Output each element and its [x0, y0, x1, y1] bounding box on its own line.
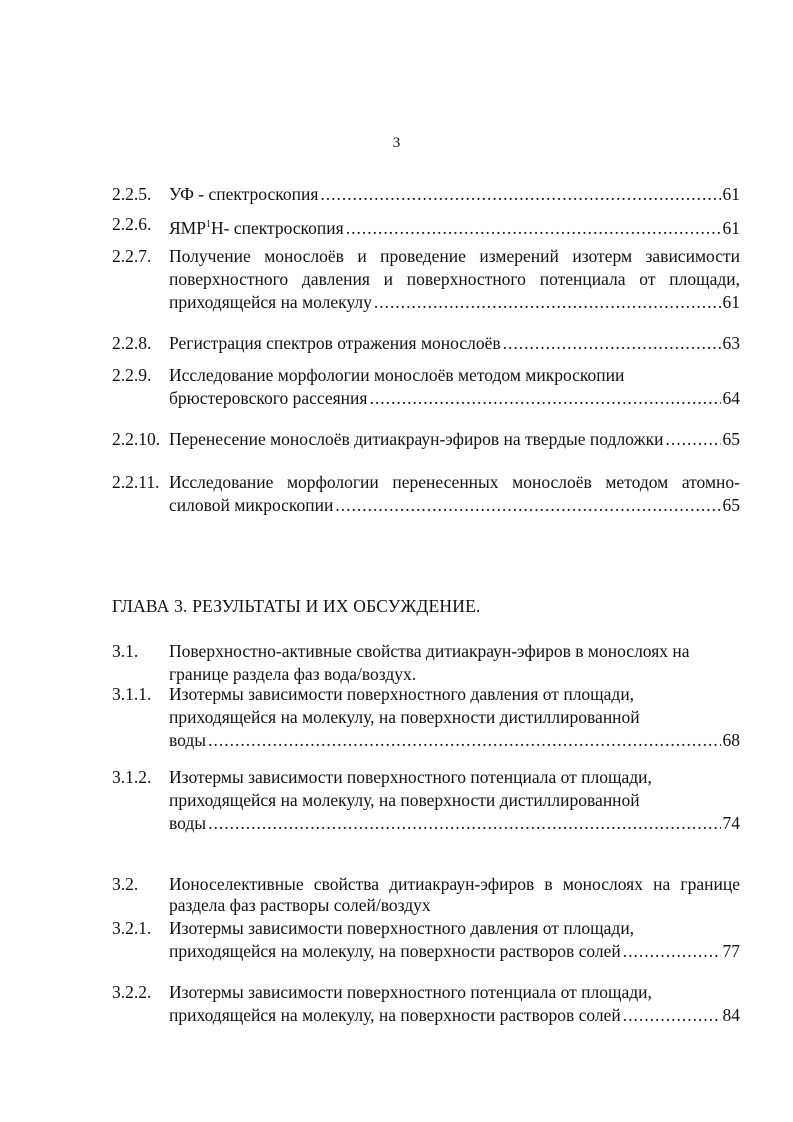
toc-entry-number: 2.2.5.: [112, 184, 152, 204]
toc-entry-2-2-8[interactable]: [112, 332, 740, 355]
toc-entry-title: Перенесение монослоёв дитиакраун-эфиров на твердые подложки: [169, 429, 664, 449]
dot-leader: [374, 291, 721, 314]
toc-entry-title-line: приходящейся на молекулу, на поверхности дистиллированной: [169, 790, 640, 810]
toc-entry-title-line: поверхностного давления и поверхностного потенциала от площади,: [169, 269, 740, 289]
toc-entry-title: воды: [169, 730, 207, 750]
toc-entry-2-2-5[interactable]: [112, 183, 740, 206]
toc-entry-number: 3.1.1.: [112, 684, 152, 704]
toc-entry-page: 61: [722, 292, 740, 312]
toc-entry-title-line: Получение монослоёв и проведение измерений изотерм зависимости: [169, 246, 740, 266]
toc-entry-page: 84: [722, 1005, 740, 1025]
toc-entry-title: воды: [169, 813, 207, 833]
toc-entry-2-2-11[interactable]: [112, 471, 740, 517]
toc-entry-title-line: Исследование морфологии монослоёв методом микроскопии: [169, 365, 625, 385]
toc-entry-3-2-continued: [112, 894, 740, 917]
toc-entry-page: 74: [722, 813, 740, 833]
toc-entry-title: силовой микроскопии: [169, 495, 334, 515]
toc-entry-title: приходящейся на молекулу, на поверхности растворов солей: [169, 1005, 621, 1025]
toc-entry-number: 2.2.11.: [112, 472, 160, 492]
toc-entry-title-line: Ионоселективные свойства дитиакраун-эфиров в монослоях на границе: [169, 874, 740, 894]
toc-entry-title-line: Исследование морфологии перенесенных монослоёв методом атомно-: [169, 472, 740, 492]
toc-entry-number: 2.2.6.: [112, 214, 152, 234]
toc-entry-title: приходящейся на молекулу, на поверхности растворов солей: [169, 941, 621, 961]
toc-entry-page: 64: [722, 388, 740, 408]
dot-leader: [208, 812, 720, 835]
toc-entry-3-1[interactable]: [112, 640, 740, 686]
toc-entry-number: 2.2.7.: [112, 246, 152, 266]
toc-entry-number: 3.1.: [112, 641, 139, 661]
toc-entry-title-line: приходящейся на молекулу, на поверхности дистиллированной: [169, 707, 640, 727]
toc-entry-page: 65: [722, 495, 740, 515]
toc-entry-title: брюстеровского рассеяния: [169, 388, 368, 408]
toc-entry-page: 63: [722, 333, 740, 353]
toc-entry-title-line: Изотермы зависимости поверхностного потенциала от площади,: [169, 982, 652, 1002]
toc-entry-3-1-2[interactable]: [112, 766, 740, 835]
toc-entry-title: Регистрация спектров отражения монослоёв: [169, 333, 501, 353]
toc-entry-number: 2.2.9.: [112, 365, 152, 385]
dot-leader: [623, 940, 721, 963]
toc-entry-title: ЯМР$^1$Н- спектроскопия: [169, 217, 344, 238]
toc-entry-title-line: границе раздела фаз вода/воздух.: [169, 664, 417, 684]
toc-entry-number: 3.1.2.: [112, 767, 152, 787]
toc-entry-3-2[interactable]: [112, 873, 740, 896]
toc-entry-2-2-6[interactable]: [112, 213, 740, 240]
dot-leader: [665, 428, 720, 451]
toc-entry-page: 77: [722, 941, 740, 961]
toc-entry-number: 3.2.: [112, 874, 139, 894]
toc-entry-title: приходящейся на молекулу: [169, 292, 372, 312]
toc-entry-page: 65: [722, 429, 740, 449]
toc-entry-2-2-10[interactable]: [112, 428, 740, 451]
dot-leader: [346, 217, 721, 240]
dot-leader: [623, 1004, 721, 1027]
toc-entry-title-line: Изотермы зависимости поверхностного давления от площади,: [169, 684, 635, 704]
toc-entry-3-2-1[interactable]: [112, 917, 740, 963]
toc-entry-number: 2.2.10.: [112, 429, 161, 449]
toc-entry-page: 61: [722, 184, 740, 204]
dot-leader: [320, 183, 720, 206]
toc-entry-page: 68: [722, 730, 740, 750]
dot-leader: [335, 494, 720, 517]
toc-entry-page: 61: [722, 217, 740, 238]
dot-leader: [208, 729, 720, 752]
toc-entry-number: 3.2.2.: [112, 982, 152, 1002]
dot-leader: [369, 387, 720, 410]
chapter-title[interactable]: ГЛАВА 3. РЕЗУЛЬТАТЫ И ИХ ОБСУЖДЕНИЕ.: [112, 596, 481, 616]
toc-entry-title-line: Изотермы зависимости поверхностного давления от площади,: [169, 918, 635, 938]
toc-entry-title: УФ - спектроскопия: [169, 184, 319, 204]
toc-entry-title-line: Поверхностно-активные свойства дитиакраун-эфиров в монослоях на: [169, 641, 690, 661]
toc-entry-number: 3.2.1.: [112, 918, 152, 938]
toc-entry-title-line: раздела фаз растворы солей/воздух: [169, 895, 431, 915]
toc-entry-number: 2.2.8.: [112, 333, 152, 353]
page-number: 3: [392, 135, 401, 151]
toc-entry-2-2-9[interactable]: [112, 364, 740, 410]
toc-entry-3-1-1[interactable]: [112, 683, 740, 752]
toc-entry-2-2-7[interactable]: [112, 245, 740, 314]
toc-entry-3-2-2[interactable]: [112, 981, 740, 1027]
toc-entry-title-line: Изотермы зависимости поверхностного потенциала от площади,: [169, 767, 652, 787]
dot-leader: [503, 332, 721, 355]
